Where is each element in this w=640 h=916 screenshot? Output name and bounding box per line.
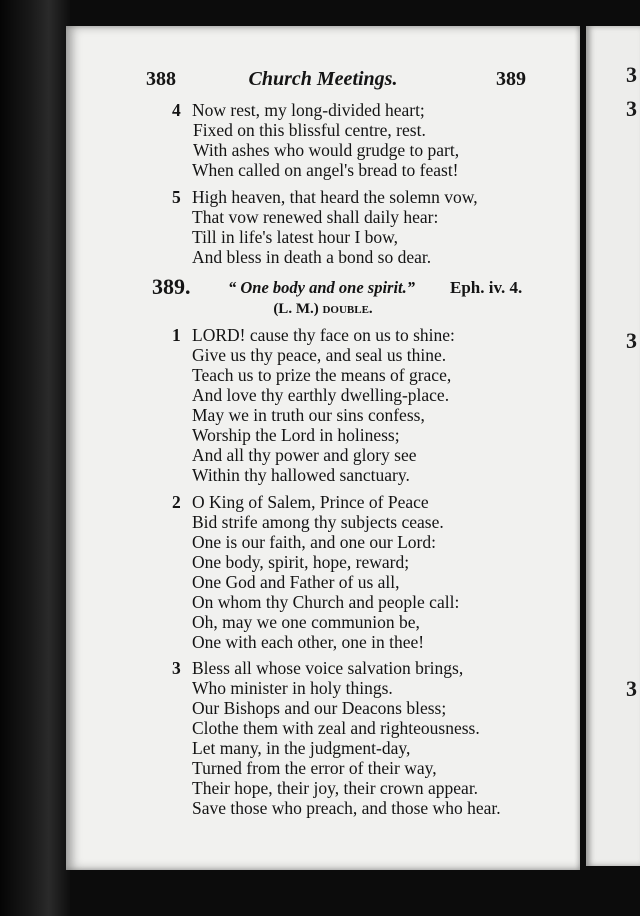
book-spine [0,0,70,916]
verse-line: Give us thy peace, and seal us thine. [192,345,447,365]
verse-line: One body, spirit, hope, reward; [192,552,410,572]
verse-line: That vow renewed shall daily hear: [192,207,439,227]
verse-line: Oh, may we one communion be, [192,612,420,632]
verse-line: LORD! cause thy face on us to shine: [192,325,455,345]
verse-line: When called on angel's bread to feast! [192,160,459,180]
verse-line: One is our faith, and one our Lord: [192,532,436,552]
verse-line: With ashes who would grudge to part, [193,140,460,160]
verse-line: O King of Salem, Prince of Peace [192,492,429,512]
verse-line: Teach us to prize the means of grace, [192,365,452,385]
verse-line: Our Bishops and our Deacons bless; [192,698,447,718]
verse-number: 5 [172,187,181,207]
verse-number: 1 [172,325,181,345]
verse-number: 3 [172,658,181,678]
verse-number: 4 [172,100,181,120]
verse-line: Let many, in the judgment-day, [192,738,411,758]
edge-number: 3 [626,676,637,701]
verse-line: Save those who preach, and those who hear. [192,798,501,818]
hymn-meter: (L. M.) double. [273,301,373,317]
verse-line: Bid strife among thy subjects cease. [192,512,444,532]
book-page [66,26,580,870]
edge-number: 3 [626,328,637,353]
verse-line: And bless in death a bond so dear. [192,247,432,267]
verse-line: Fixed on this blissful centre, rest. [193,120,426,140]
verse-number: 2 [172,492,181,512]
edge-number: 3 [626,62,637,87]
verse-line: Now rest, my long-divided heart; [192,100,425,120]
verse-line: Till in life's latest hour I bow, [192,227,399,247]
verse-line: Within thy hallowed sanctuary. [192,465,410,485]
verse-line: Turned from the error of their way, [192,758,437,778]
running-title: Church Meetings. [248,68,398,90]
hymn-number: 389. [152,274,191,299]
running-header [66,68,580,98]
verse-line: Their hope, their joy, their crown appear. [192,778,479,798]
verse-line: And love thy earthly dwelling-place. [192,385,450,405]
hymn-epigraph: “ One body and one spirit.” [228,278,416,297]
verse-line: On whom thy Church and people call: [192,592,460,612]
verse-line: May we in truth our sins confess, [192,405,425,425]
verse-line: High heaven, that heard the solemn vow, [192,187,478,207]
hymn-range-right: 389 [496,68,526,90]
verse-line: And all thy power and glory see [192,445,417,465]
page-number-left: 388 [146,68,176,90]
scripture-reference: Eph. iv. 4. [450,278,523,297]
edge-number: 3 [626,96,637,121]
verse-line: Worship the Lord in holiness; [192,425,400,445]
verse-line: One with each other, one in thee! [192,632,425,652]
verse-line: Who minister in holy things. [192,678,393,698]
verse-line: Clothe them with zeal and righteousness. [192,718,480,738]
adjacent-page-edge [586,26,640,866]
verse-line: One God and Father of us all, [192,572,400,592]
verse-line: Bless all whose voice salvation brings, [192,658,464,678]
